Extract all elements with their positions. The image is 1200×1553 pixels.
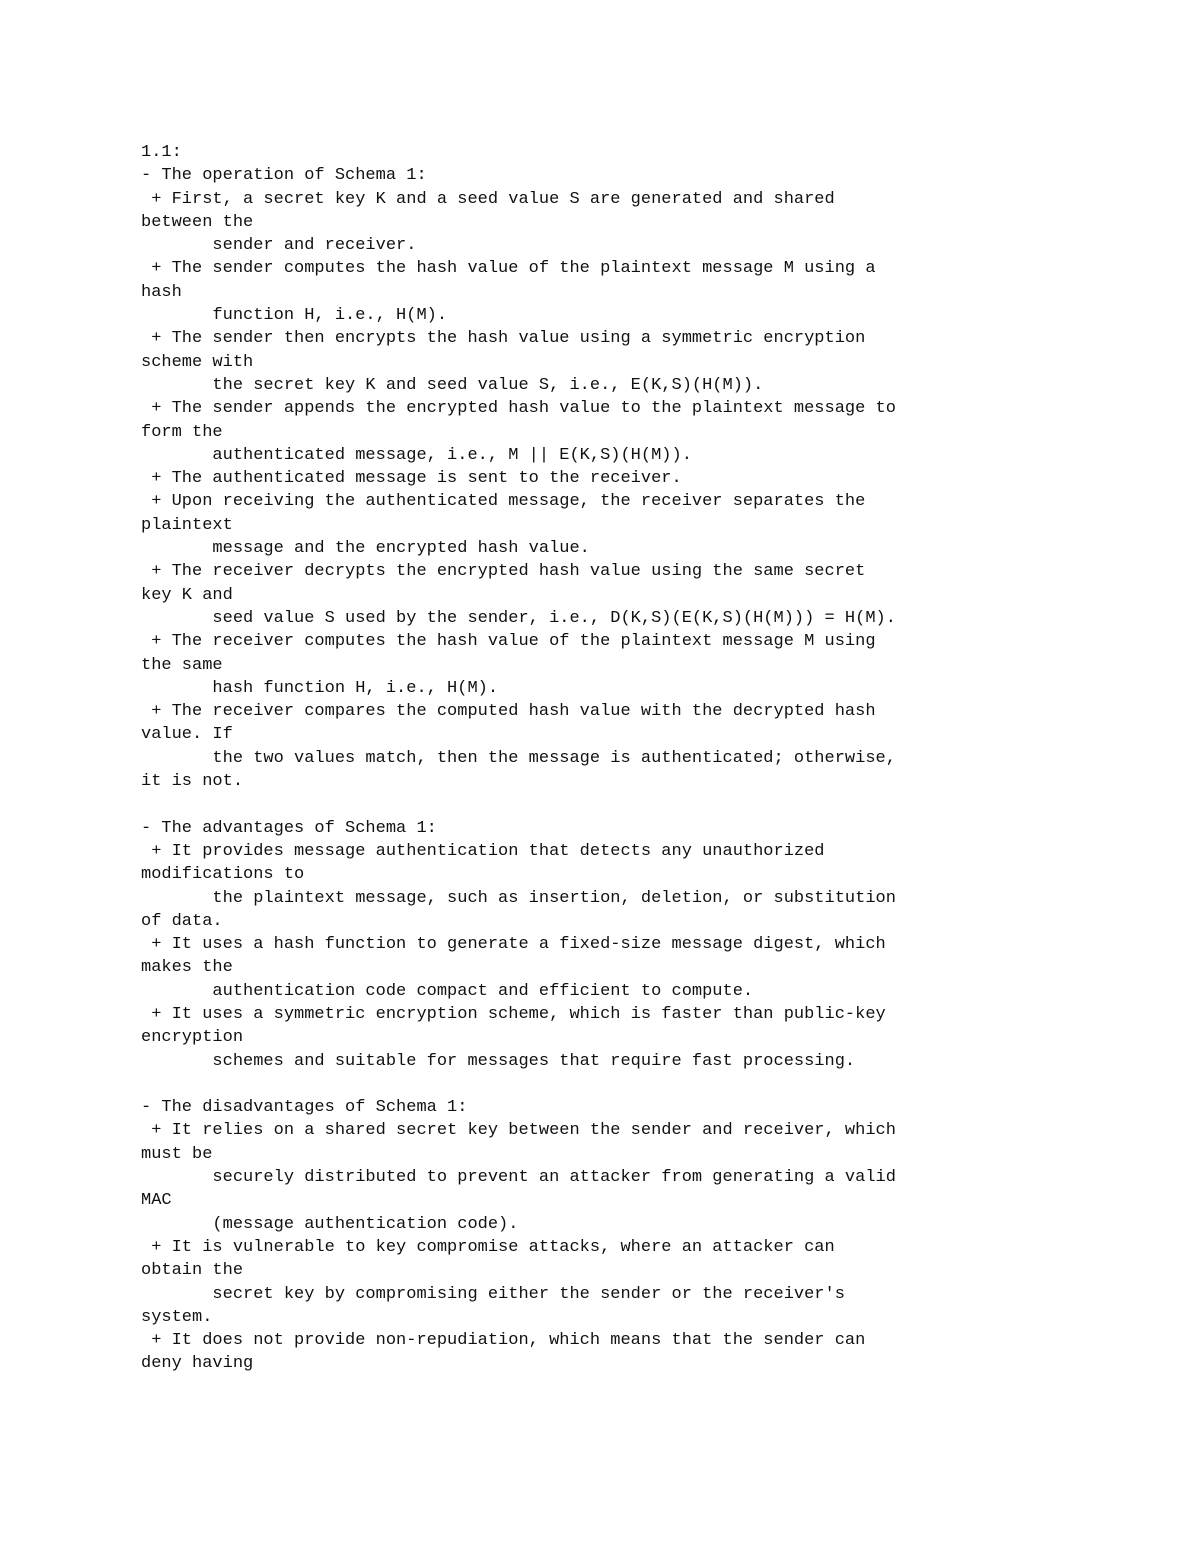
text-line: between the — [141, 212, 254, 232]
text-line: - The advantages of Schema 1: — [141, 818, 437, 838]
text-line: scheme with — [141, 352, 254, 372]
text-line: the secret key K and seed value S, i.e., E(K,S)(H(M)). — [141, 375, 764, 395]
text-line: secret key by compromising either the sender or the receiver's — [141, 1284, 845, 1304]
text-line: encryption — [141, 1028, 244, 1048]
text-line: authentication code compact and efficient to compute. — [141, 981, 754, 1001]
text-line: - The operation of Schema 1: — [141, 166, 427, 186]
text-line: + The receiver decrypts the encrypted hash value using the same secret — [141, 562, 866, 582]
text-line: message and the encrypted hash value. — [141, 539, 590, 559]
text-line: hash function H, i.e., H(M). — [141, 678, 499, 698]
text-line: + The sender computes the hash value of the plaintext message M using a — [141, 259, 876, 279]
text-line: obtain the — [141, 1261, 244, 1281]
text-line: system. — [141, 1307, 213, 1327]
text-line: + It does not provide non-repudiation, which means that the sender can — [141, 1331, 866, 1351]
text-line: form the — [141, 422, 223, 442]
text-line: key K and — [141, 585, 233, 605]
text-line: + The sender appends the encrypted hash value to the plaintext message to — [141, 399, 896, 419]
text-line: hash — [141, 282, 182, 302]
text-line: - The disadvantages of Schema 1: — [141, 1098, 468, 1118]
text-line: value. If — [141, 725, 233, 745]
text-line: + The authenticated message is sent to the receiver. — [141, 469, 682, 489]
text-line — [141, 793, 1141, 816]
text-line: seed value S used by the sender, i.e., D(K,S)(E(K,S)(H(M))) = H(M). — [141, 608, 896, 628]
text-line — [141, 1073, 1141, 1096]
text-line: authenticated message, i.e., M || E(K,S)(H(M)). — [141, 445, 692, 465]
document-text — [141, 141, 1141, 1376]
text-line: sender and receiver. — [141, 236, 417, 256]
text-line: + It relies on a shared secret key between the sender and receiver, which — [141, 1121, 896, 1141]
text-line: the two values match, then the message is authenticated; otherwise, — [141, 748, 896, 768]
text-line: the same — [141, 655, 223, 675]
text-line: function H, i.e., H(M). — [141, 306, 448, 326]
text-line: + The receiver compares the computed hash value with the decrypted hash — [141, 702, 876, 722]
text-line: deny having — [141, 1354, 254, 1374]
text-line: (message authentication code). — [141, 1214, 519, 1234]
text-line: + First, a secret key K and a seed value S are generated and shared — [141, 189, 835, 209]
text-line: securely distributed to prevent an attacker from generating a valid — [141, 1168, 896, 1188]
text-line: plaintext — [141, 515, 233, 535]
text-line: MAC — [141, 1191, 172, 1211]
text-line: + Upon receiving the authenticated message, the receiver separates the — [141, 492, 866, 512]
text-line: the plaintext message, such as insertion, deletion, or substitution — [141, 888, 896, 908]
text-line: of data. — [141, 911, 223, 931]
text-line: + The sender then encrypts the hash value using a symmetric encryption — [141, 329, 866, 349]
text-line: + It uses a hash function to generate a fixed-size message digest, which — [141, 935, 886, 955]
text-line: schemes and suitable for messages that require fast processing. — [141, 1051, 856, 1071]
text-line: must be — [141, 1144, 213, 1164]
text-line: makes the — [141, 958, 233, 978]
text-line: modifications to — [141, 865, 305, 885]
text-line: + It is vulnerable to key compromise attacks, where an attacker can — [141, 1237, 835, 1257]
text-line: 1.1: — [141, 143, 182, 162]
text-line: + It uses a symmetric encryption scheme, which is faster than public-key — [141, 1004, 886, 1024]
text-line: + It provides message authentication that detects any unauthorized — [141, 841, 825, 861]
text-line: it is not. — [141, 772, 244, 792]
text-line: + The receiver computes the hash value of the plaintext message M using — [141, 632, 876, 652]
